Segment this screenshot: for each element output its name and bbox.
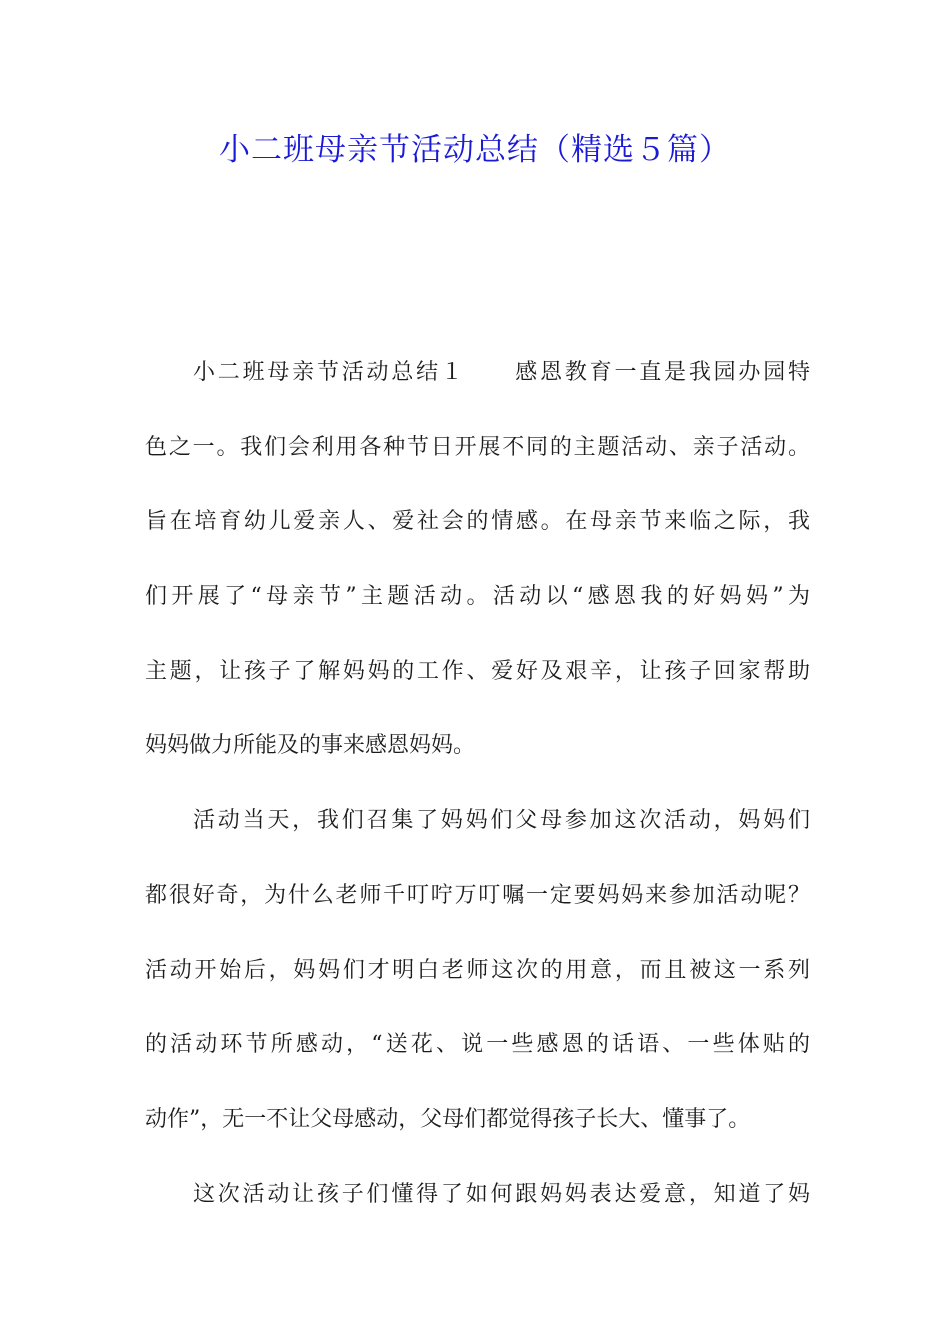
paragraph-line: 们开展了“母亲节”主题活动。活动以“感恩我的好妈妈”为: [145, 584, 810, 610]
paragraph-line: 活动当天，我们召集了妈妈们父母参加这次活动，妈妈们: [193, 808, 810, 834]
paragraph-line: 的活动环节所感动，“送花、说一些感恩的话语、一些体贴的: [145, 1032, 810, 1058]
paragraph-line: 活动开始后，妈妈们才明白老师这次的用意，而且被这一系列: [145, 957, 810, 983]
paragraph-line: 这次活动让孩子们懂得了如何跟妈妈表达爱意，知道了妈: [193, 1181, 810, 1207]
paragraph-line: 小二班母亲节活动总结１ 感恩教育一直是我园办园特: [193, 360, 810, 385]
paragraph-line: 色之一。我们会利用各种节日开展不同的主题活动、亲子活动。: [145, 434, 810, 460]
paragraph-line: 妈妈做力所能及的事来感恩妈妈。: [145, 733, 476, 759]
paragraph-line: 动作”，无一不让父母感动，父母们都觉得孩子长大、懂事了。: [145, 1106, 751, 1132]
document-body: [145, 336, 810, 1232]
paragraph-line: 旨在培育幼儿爱亲人、爱社会的情感。在母亲节来临之际，我: [145, 509, 810, 535]
document-title: 小二班母亲节活动总结（精选５篇）: [219, 132, 731, 168]
paragraph-line: 都很好奇，为什么老师千叮咛万叮嘱一定要妈妈来参加活动呢？: [145, 882, 810, 908]
paragraph-line: 主题，让孩子了解妈妈的工作、爱好及艰辛，让孩子回家帮助: [145, 658, 810, 684]
